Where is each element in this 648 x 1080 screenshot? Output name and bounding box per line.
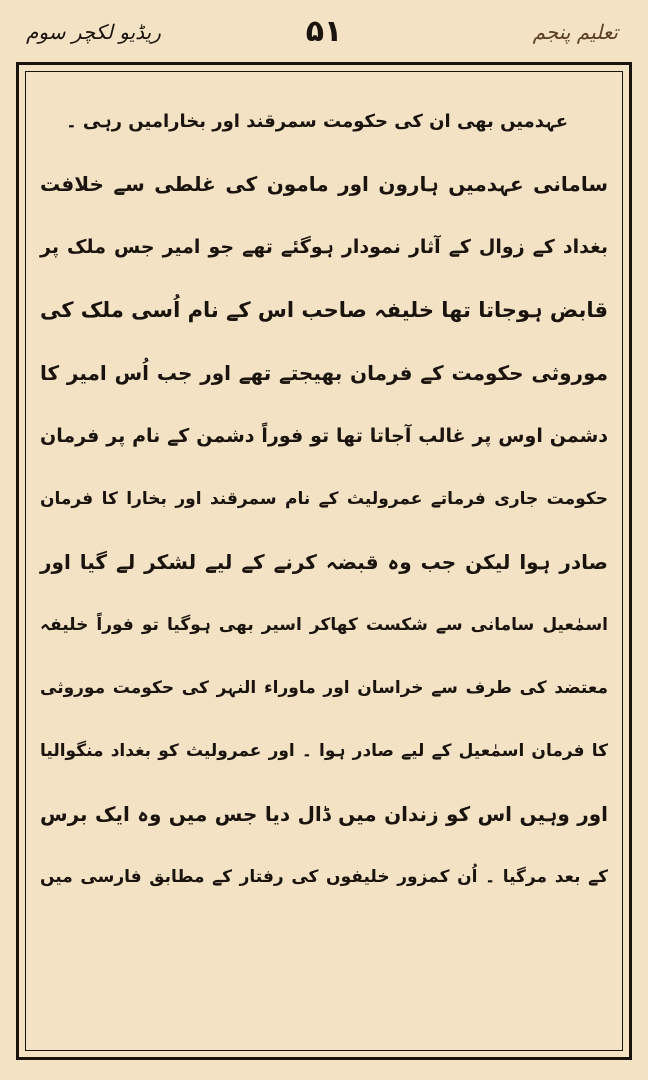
text-line: قابض ہوجاتا تھا خلیفہ صاحب اس کے نام اُسی ملک کی: [40, 298, 608, 322]
text-line: کا فرمان اسمٰعیل کے لیے صادر ہوا ۔ اور عمرولیث کو بغداد منگوالیا: [40, 741, 608, 761]
text-line: موروثی حکومت کے فرمان بھیجتے تھے اور جب اُس امیر کا: [40, 361, 608, 385]
page-number: ۵۱: [305, 14, 343, 49]
text-line: کے بعد مرگیا ۔ اُن کمزور خلیفوں کی رفتار کے مطابق فارسی میں: [40, 867, 608, 887]
body-text: [40, 90, 608, 909]
text-line: اور وہیں اس کو زندان میں ڈال دیا جس میں وہ ایک برس: [40, 802, 608, 826]
text-line: دشمن اوس پر غالب آجاتا تھا تو فوراً دشمن کے نام پر فرمان: [40, 425, 608, 447]
text-line: بغداد کے زوال کے آثار نمودار ہوگئے تھے جو امیر جس ملک پر: [40, 236, 608, 258]
text-line: سامانی عہدمیں ہارون اور مامون کی غلطی سے خلافت: [40, 172, 608, 196]
running-header-left: ریڈیو لکچر سوم: [26, 20, 161, 44]
text-line: اسمٰعیل سامانی سے شکست کھاکر اسیر بھی ہوگیا تو فوراً خلیفہ: [40, 615, 608, 635]
text-line: حکومت جاری فرماتے عمرولیث کے نام سمرقند اور بخارا کا فرمان: [40, 489, 608, 509]
text-line: معتضد کی طرف سے خراسان اور ماوراء النہر کی حکومت موروثی: [40, 678, 608, 698]
text-line: صادر ہوا لیکن جب وہ قبضہ کرنے کے لیے لشکر لے گیا اور: [40, 550, 608, 574]
page-header: [0, 10, 648, 54]
text-line: عہدمیں بھی ان کی حکومت سمرقند اور بخارامیں رہی ۔: [66, 111, 568, 132]
running-header-right: تعلیم پنجم: [532, 20, 618, 44]
